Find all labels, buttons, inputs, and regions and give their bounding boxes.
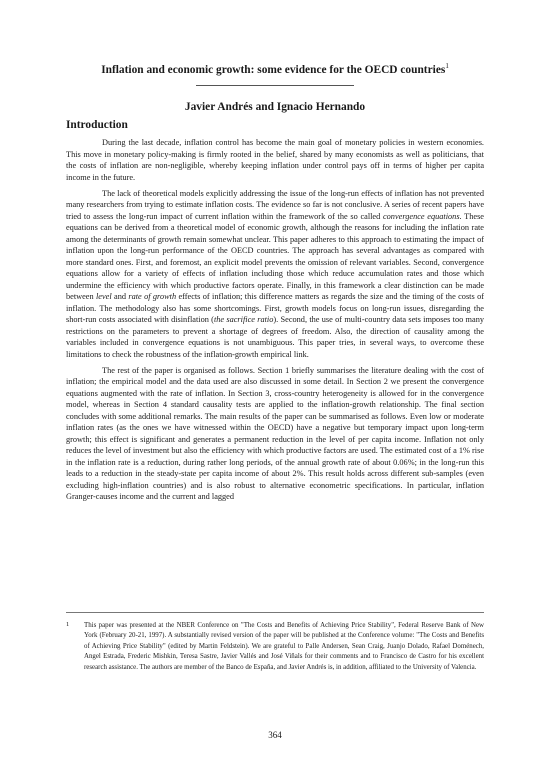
- paragraph-text: and: [111, 292, 129, 302]
- body-paragraph: [66, 188, 484, 361]
- footnote-rule: [66, 612, 484, 613]
- italic-text: level: [96, 292, 112, 302]
- footnote-text: This paper was presented at the NBER Conference on "The Costs and Benefits of Achieving Price Stability", Federal Reserve Bank of New York (February 20-21, 1997). A substantially revised version of the paper will be published at the Conference volume: "The Costs and Benefits of Achieving Price Stability" (edited by Martin Feldstein). We are grateful to Palle Andersen, Sean Craig, Juanjo Dolado, Rafael Doménech, Angel Estrada, Frederic Mishkin, Teresa Sastre, Javier Vallés and José Viñals for their comments and to Francisco de Castro for his excellent research assistance. The authors are member of the Banco de España, and Javier Andrés is, in addition, affiliated to the University of Valencia.: [84, 622, 484, 671]
- paragraph-text: The rest of the paper is organised as follows. Section 1 briefly summarises the literature dealing with the cost of inflation; the empirical model and the data used are also discussed in some detail. In Section 2 we present the convergence equations augmented with the rate of inflation. In Section 3, cross-country heterogeneity is allowed for in the convergence model, whereas in Section 4 standard causality tests are applied to the inflation-growth relationship. The final section concludes with some additional remarks. The main results of the paper can be summarised as follows. Even low or moderate inflation rates (as the ones we have witnessed within the OECD) have a negative but temporary impact upon long-term growth; this effect is significant and generates a permanent reduction in the level of per capita income. Inflation not only reduces the level of investment but also the efficiency with which productive factors are used. The estimated cost of a 1% rise in the inflation rate is a reduction, during rather long periods, of the annual growth rate of about 0.06%; in the long-run this leads to a reduction in the steady-state per capita income of about 2%. This result holds across different sub-samples (even excluding high-inflation countries) and is also robust to alternative econometric specifications. In particular, inflation Granger-causes income and the current and lagged: [66, 365, 484, 502]
- footnote-mark: 1: [66, 621, 70, 628]
- paragraph-text: During the last decade, inflation control has become the main goal of monetary policies in western economies. This move in monetary policy-making is firmly rooted in the belief, shared by many economists as well as politicians, that the costs of inflation are non-negligible, whereby keeping inflation under control pays off in terms of higher per capita income in the future.: [66, 138, 484, 182]
- title-rule: [196, 85, 354, 86]
- italic-text: rate of growth: [128, 292, 177, 302]
- body-paragraph: [66, 365, 484, 503]
- section-heading: Introduction: [66, 119, 128, 131]
- italic-text: the sacrifice ratio: [213, 315, 274, 325]
- paper-title: [0, 62, 550, 76]
- body-paragraph: [66, 137, 484, 183]
- paper-title-text: Inflation and economic growth: some evidence for the OECD countries: [101, 63, 446, 76]
- footnote: [66, 621, 484, 673]
- paragraph-text: The lack of theoretical models explicitly addressing the issue of the long-run effects of inflation has not prevented many researchers from trying to estimate inflation costs. The evidence so far is not conclusive. A series of recent papers have tried to assess the long-run impact of current inflation within the framework of the so called: [66, 188, 484, 221]
- italic-text: convergence equations: [382, 211, 460, 221]
- paragraph-text: . These equations can be derived from a theoretical model of economic growth, although the reasons for including the inflation rate among the determinants of growth remain somewhat unclear. This paper adheres to this approach to estimating the impact of inflation upon the long-run performance of the OECD countries. The approach has several advantages as compared with more standard ones. First, and foremost, an explicit model prevents the omission of relevant variables. Second, convergence equations allow for a variety of effects of inflation including those which reduce accumulation rates and those which undermine the efficiency with which productive factors operate. Finally, in this framework a clear distinction can be made between: [66, 211, 484, 302]
- paragraph-text: effects of inflation; this difference matters as regards the size and the timing of the costs of inflation. The methodology also has some shortcomings. First, growth models focus on long-run issues, disregarding the short-run costs associated with disinflation (: [66, 292, 484, 325]
- page-number: 364: [268, 730, 282, 740]
- paragraph-text: ). Second, the use of multi-country data sets imposes too many restrictions on the parameters to prevent a shortage of degrees of freedom. Also, the direction of causality among the variables included in convergence equations is not unambiguous. This paper tries, in several ways, to overcome these limitations to check the robustness of the inflation-growth empirical link.: [66, 315, 484, 359]
- body-text: [66, 137, 484, 507]
- authors: Javier Andrés and Ignacio Hernando: [184, 101, 366, 113]
- title-footnote-mark: 1: [445, 62, 449, 70]
